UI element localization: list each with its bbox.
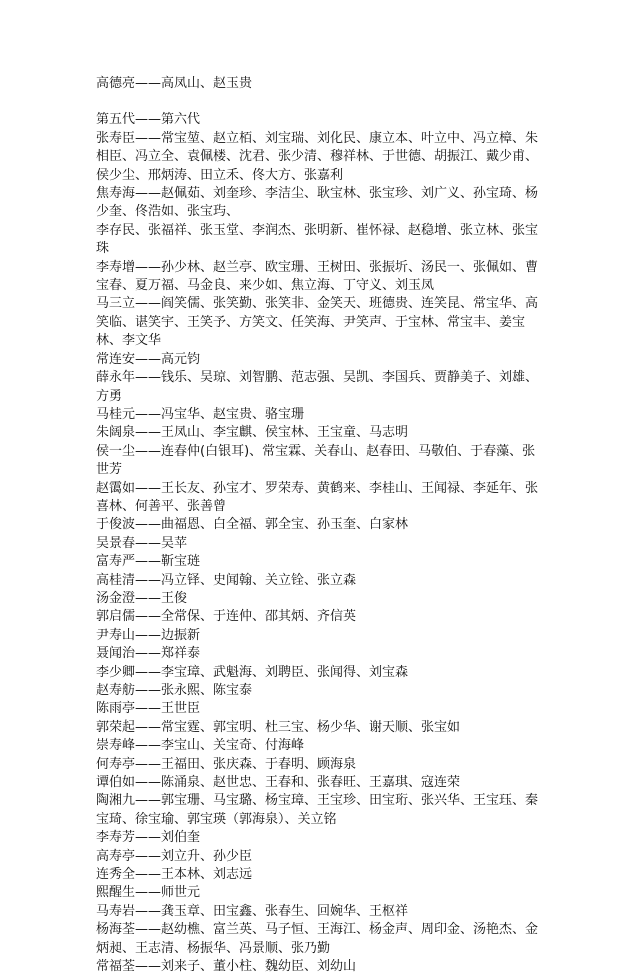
text-line: 郭荣起——常宝霆、郭宝明、杜三宝、杨少华、谢天顺、张宝如	[96, 719, 461, 735]
text-line: 高寿亭——刘立升、孙少臣	[96, 848, 253, 864]
text-line: 朱阔泉——王凤山、李宝麒、侯宝林、王宝童、马志明	[96, 425, 409, 441]
text-line: 薛永年——钱乐、吴琼、刘智鹏、范志强、吴凯、李国兵、贾静美子、刘雄、方勇	[96, 370, 539, 404]
text-line: 熙醒生——师世元	[96, 885, 201, 901]
text-line: 连秀全——王本林、刘志远	[96, 867, 253, 883]
text-line: 杨海荃——赵幼樵、富兰英、马子恒、王海江、杨金声、周印金、汤艳杰、金炳昶、王志清、杨振华、冯景顺、张乃勤	[96, 922, 539, 956]
text-line: 聂闻治——郑祥泰	[96, 646, 201, 662]
text-line: 李存民、张福祥、张玉堂、李润杰、张明新、崔怀禄、赵稳增、张立林、张宝珠	[96, 222, 539, 257]
text-line: 常连安——高元钧	[96, 351, 201, 367]
text-line: 李寿增——孙少林、赵兰亭、欧宝珊、王树田、张振圻、汤民一、张佩如、曹宝春、夏万福、马金良、来少如、焦立海、丁守义、刘玉凤	[96, 259, 539, 294]
blank-line	[96, 93, 548, 111]
text-line: 马桂元——冯宝华、赵宝贵、骆宝珊	[96, 406, 305, 422]
text-line: 谭伯如——陈涌泉、赵世忠、王春和、张春旺、王嘉琪、寇连荣	[96, 775, 461, 791]
text-line: 赵霭如——王长友、孙宝才、罗荣寿、黄鹤来、李桂山、王闻禄、李延年、张喜林、何善平、张善曾	[96, 480, 539, 514]
text-line: 陶湘九——郭宝珊、马宝璐、杨宝璋、王宝珍、田宝珩、张兴华、王宝珏、秦宝琦、徐宝瑜、郭宝瑛（郭海泉）、关立铭	[96, 793, 539, 827]
text-line: 焦寿海——赵佩茹、刘奎珍、李洁尘、耿宝林、张宝珍、刘广义、孙宝琦、杨少奎、佟浩如、张宝玙、	[96, 186, 539, 220]
text-line: 马三立——阎笑儒、张笑勤、张笑非、金笑天、班德贵、连笑昆、常宝华、高笑临、谌笑宇、王笑予、方笑文、任笑海、尹笑声、于宝林、常宝丰、姜宝林、李文华	[96, 296, 539, 349]
text-line: 高桂清——冯立铎、史闻翰、关立铨、张立森	[96, 572, 357, 588]
text-line: 陈雨亭——王世臣	[96, 701, 201, 717]
text-line: 侯一尘——连春仲(白银耳)、常宝霖、关春山、赵春田、马敬伯、于春藻、张世芳	[96, 443, 536, 478]
text-line: 汤金澄——王俊	[96, 590, 188, 606]
text-line: 高德亮——高凤山、赵玉贵	[96, 76, 253, 91]
text-line: 尹寿山——边振新	[96, 627, 201, 643]
text-line: 李寿芳——刘伯奎	[96, 830, 201, 846]
text-line: 郭启儒——全常保、于连仲、邵其炳、齐信英	[96, 609, 357, 625]
text-line: 李少卿——李宝璋、武魁海、刘聘臣、张闻得、刘宝森	[96, 664, 409, 680]
text-line: 马寿岩——龚玉章、田宝鑫、张春生、回婉华、王枢祥	[96, 903, 409, 919]
text-line: 崇寿峰——李宝山、关宝奇、付海峰	[96, 738, 305, 754]
text-line: 富寿严——靳宝琏	[96, 554, 201, 570]
text-line: 赵寿舫——张永熙、陈宝泰	[96, 683, 253, 698]
text-line: 何寿亭——王福田、张庆森、于春明、顾海泉	[96, 756, 357, 772]
lineage-document	[96, 75, 548, 977]
text-line: 吴景春——吴苹	[96, 535, 188, 551]
section-heading: 第五代——第六代	[96, 112, 201, 128]
text-line: 常福荃——刘来子、董小柱、魏幼臣、刘幼山	[96, 959, 357, 975]
text-line: 张寿臣——常宝堃、赵立栢、刘宝瑞、刘化民、康立本、叶立中、冯立樟、朱相臣、冯立全、袁佩楼、沈君、张少清、穆祥林、于世德、胡振江、戴少甫、侯少尘、邢炳涛、田立禾、佟大方、张嘉利	[96, 130, 539, 183]
text-line: 于俊波——曲福恩、白全福、郭全宝、孙玉奎、白家林	[96, 517, 409, 533]
